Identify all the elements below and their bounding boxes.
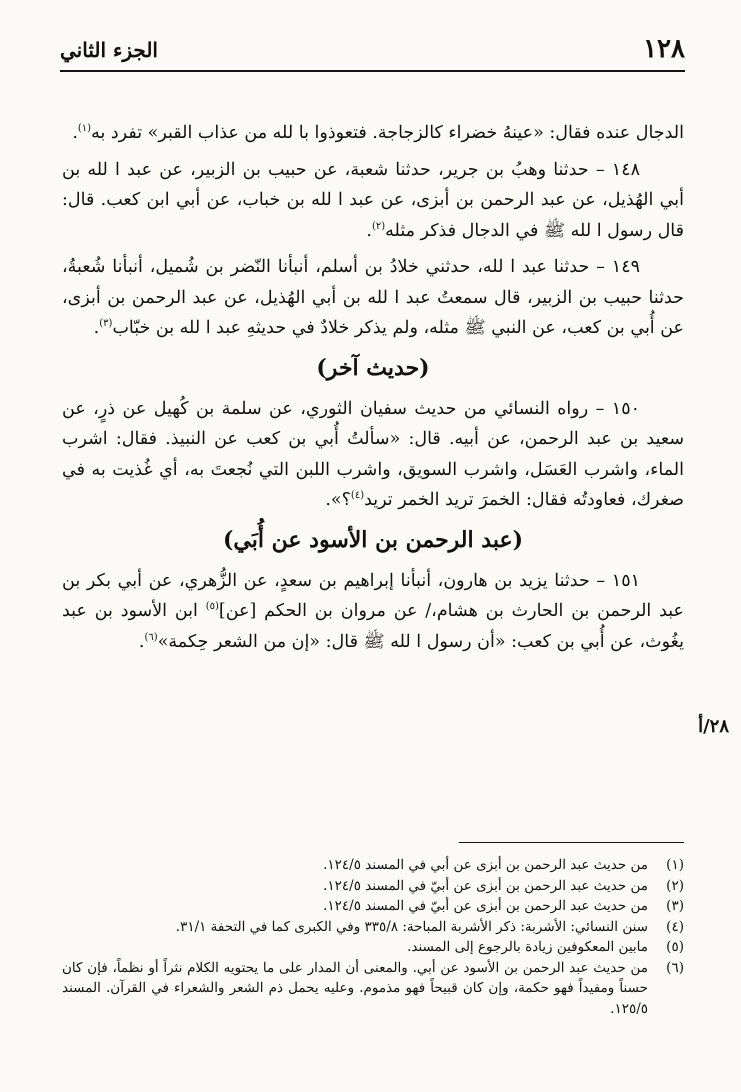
header-rule (60, 70, 685, 72)
footnote-ref-2[interactable]: (٢) (371, 220, 386, 232)
main-text (62, 118, 684, 663)
hadith-150: ١٥٠ – رواه النسائي من حديث سفيان الثوري، عن سلمة بن كُهيل عن ذرٍ، عن سعيد بن عبد الرحمن، عن أبيه. قال: «سألتُ أُبي بن كعب عن النبيذ. فقال: اشرب الماء، واشرب العَسَل، واشرب السويق، واشرب اللبن التي نُجعتَ به، أي غُذيت به في صغرك، فعاودتُه فقال: الخمرَ تريد الخمر تريد$^{(٤)}$؟». (62, 398, 684, 510)
hadith-148: ١٤٨ – حدثنا وهبُ بن جرير، حدثنا شعبة، عن حبيب بن الزبير، عن عبد ا لله بن أبي الهُذيل، عن عبد الرحمن بن أبزى، عن عبد ا لله بن خباب، عن أبي ابن كعب. قال: قال رسول ا لله ﷺ في الدجال فذكر مثله$^{(٢)}$. (62, 159, 684, 241)
part-title: الجزء الثاني (60, 38, 158, 62)
page-number: ١٢٨ (643, 34, 685, 64)
footnotes (62, 855, 684, 1019)
footnote-ref-6[interactable]: (٦) (144, 631, 158, 643)
footnote-ref-3[interactable]: (٣) (99, 318, 113, 330)
footnote-ref-1[interactable]: (١) (77, 123, 92, 135)
footnote-ref-5[interactable]: (٥) (205, 601, 219, 613)
section-heading-hadith-akhar: (حديث آخر) (316, 354, 430, 381)
footnote-rule (459, 842, 684, 843)
footnote-item: (٣) من حديث عبد الرحمن بن أبزى عن أبيّ في المسند ١٢٤/٥. (323, 898, 684, 914)
paragraph-1: الدجال عنده فقال: «عينهُ خضراء كالزجاجة. فتعوذوا با لله من عذاب القبر» تفرد به$^{(١)}$. (72, 123, 684, 143)
footnote-item: (٥) مابين المعكوفين زيادة بالرجوع إلى المسند. (407, 939, 684, 955)
manuscript-folio-marker: ٢٨/أ (698, 716, 729, 737)
footnote-item: (١) من حديث عبد الرحمن بن أبزى عن أبي في المسند ١٢٤/٥. (323, 857, 684, 873)
footnote-item: (٤) سنن النسائي: الأشربة: ذكر الأشربة المباحة: ٣٣٥/٨ وفي الكبرى كما في التحفة ٣١/١. (175, 918, 684, 935)
footnote-item: (٦) من حديث عبد الرحمن بن الأسود عن أبي. والمعنى أن المدار على ما يحتويه الكلام نثراً أو نظماً، فإن كان حسناً ومفيداً فهو حكمة، وإن كان قبيحاً فهو مذموم. وعليه يحمل ذم الشعر والشعراء في القرآن. المسند ١٢٥/٥. (62, 959, 684, 1017)
footnote-ref-4[interactable]: (٤) (350, 490, 365, 502)
hadith-151: ١٥١ – حدثنا يزيد بن هارون، أنبأنا إبراهيم بن سعدٍ، عن الزُّهري، عن أبي بكر بن عبد الرحمن بن الحارث بن هشام،/ عن مروان بن الحكم [عن]$^{(٥)}$ ابن الأسود بن عبد يغُوث، عن أُبي بن كعب: «أن رسول ا لله ﷺ قال: «إن من الشعر حِكمة»$^{(٦)}$. (62, 570, 685, 652)
hadith-149: ١٤٩ – حدثنا عبد ا لله، حدثني خلادُ بن أسلم، أنبأنا النّضر بن شُميل، أنبأنا شُعبةُ، حدثنا حبيب بن الزبير، قال سمعتُ عبد ا لله بن أبي الهُذيل، عن عبد الرحمن بن أبزى، عن أُبي بن كعب، عن النبي ﷺ مثله، ولم يذكر خلادٌ في حديثهِ عبد ا لله بن خبّاب$^{(٣)}$. (62, 257, 684, 338)
section-heading-abdurrahman: (عبد الرحمن بن الأسود عن أُبَي) (222, 526, 524, 553)
footnote-item: (٢) من حديث عبد الرحمن بن أبزى عن أبيّ في المسند ١٢٤/٥. (323, 877, 684, 894)
page-header (60, 32, 685, 70)
